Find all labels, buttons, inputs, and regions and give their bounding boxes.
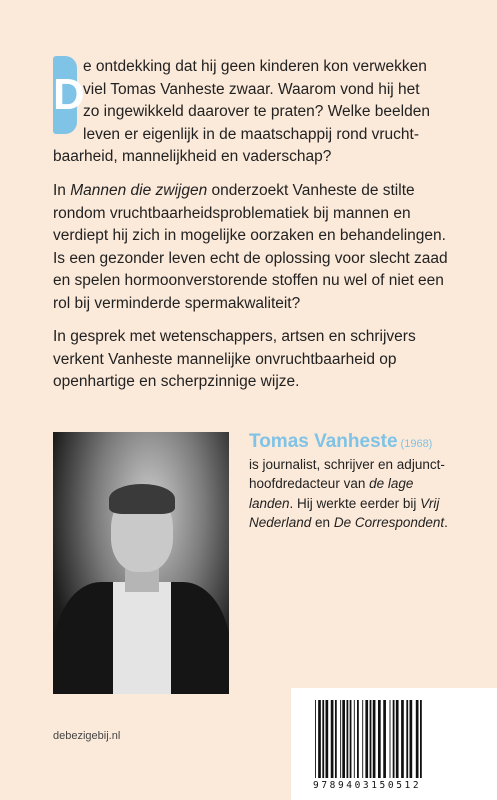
barcode-bar (357, 700, 359, 778)
barcode-bar (350, 700, 352, 778)
barcode-bar (370, 700, 372, 778)
intro-line: e ontdekking dat hij geen kinderen kon verwekken (83, 58, 427, 75)
closing-paragraph: In gesprek met wetenschappers, artsen en schrijvers verkent Vanheste mannelijke onvruchtbaarheid op openhartige en scherpzinnige wijze. (53, 328, 416, 390)
barcode-bar (315, 700, 316, 778)
barcode-bar (410, 700, 413, 778)
barcode-bar (406, 700, 408, 778)
isbn-number: 9789403150512 (313, 780, 422, 791)
bio-text: . (444, 515, 448, 530)
author-name: Tomas Vanheste (249, 431, 398, 452)
barcode-bar (354, 700, 355, 778)
barcode-bar (326, 700, 329, 778)
book-title: Mannen die zwijgen (70, 182, 208, 199)
drop-cap: D (53, 56, 77, 134)
barcode-bar (365, 700, 368, 778)
intro-line: viel Tomas Vanheste zwaar. Waarom vond hij het (83, 80, 420, 98)
intro-line: baarheid, mannelijkheid en vaderschap? (53, 148, 332, 165)
barcode-bar (378, 700, 381, 778)
summary-text: onderzoekt Vanheste de stilte rondom vruchtbaarheidsproblematiek bij mannen en verdiept hij zich in mogelijke oorzaken en behandelingen. Is een gezonder leven echt de oplossing voor slecht zaad en spelen hormoonverstorende stoffen nu wel of niet een rol bij verminderde spermakwaliteit? (53, 182, 448, 312)
author-bio (249, 432, 459, 533)
barcode-bar (420, 700, 422, 778)
photo-hair (109, 484, 175, 514)
publisher-website: debezigebij.nl (53, 730, 121, 742)
barcode-bar (401, 700, 404, 778)
barcode-bar (393, 700, 395, 778)
author-photo (53, 432, 229, 694)
barcode-bar (383, 700, 386, 778)
bio-text: en (311, 515, 334, 530)
barcode-bar (318, 700, 321, 778)
barcode-bar (335, 700, 337, 778)
magazine-name: de lage landen (249, 476, 414, 511)
bio-text: is journalist, schrijver en adjunct-hoofdredacteur van (249, 456, 445, 491)
barcode-bar (331, 700, 334, 778)
summary-paragraph (53, 180, 453, 315)
photo-shirt (113, 582, 171, 694)
intro-line: leven er eigenlijk in de maatschappij rond vrucht- (83, 125, 420, 143)
bio-text: . Hij werkte eerder bij (289, 495, 421, 511)
author-birth-year: (1968) (400, 438, 433, 450)
barcode-bar (416, 700, 419, 778)
barcode-bar (373, 700, 376, 778)
employer-name: Vrij Nederland (249, 495, 440, 530)
barcode-bar (342, 700, 345, 778)
intro-line: zo ingewikkeld daarover te praten? Welke beelden (83, 103, 430, 120)
barcode-bar (322, 700, 324, 778)
employer-name: De Correspondent (333, 515, 445, 530)
barcode-bar (362, 700, 363, 778)
barcode-label (291, 688, 497, 800)
isbn-barcode (313, 700, 485, 778)
summary-lead: In (53, 182, 71, 199)
barcode-bar (396, 700, 399, 778)
barcode-bar (340, 700, 341, 778)
barcode-bar (347, 700, 349, 778)
intro-paragraph (53, 56, 453, 169)
barcode-bar (390, 700, 391, 778)
